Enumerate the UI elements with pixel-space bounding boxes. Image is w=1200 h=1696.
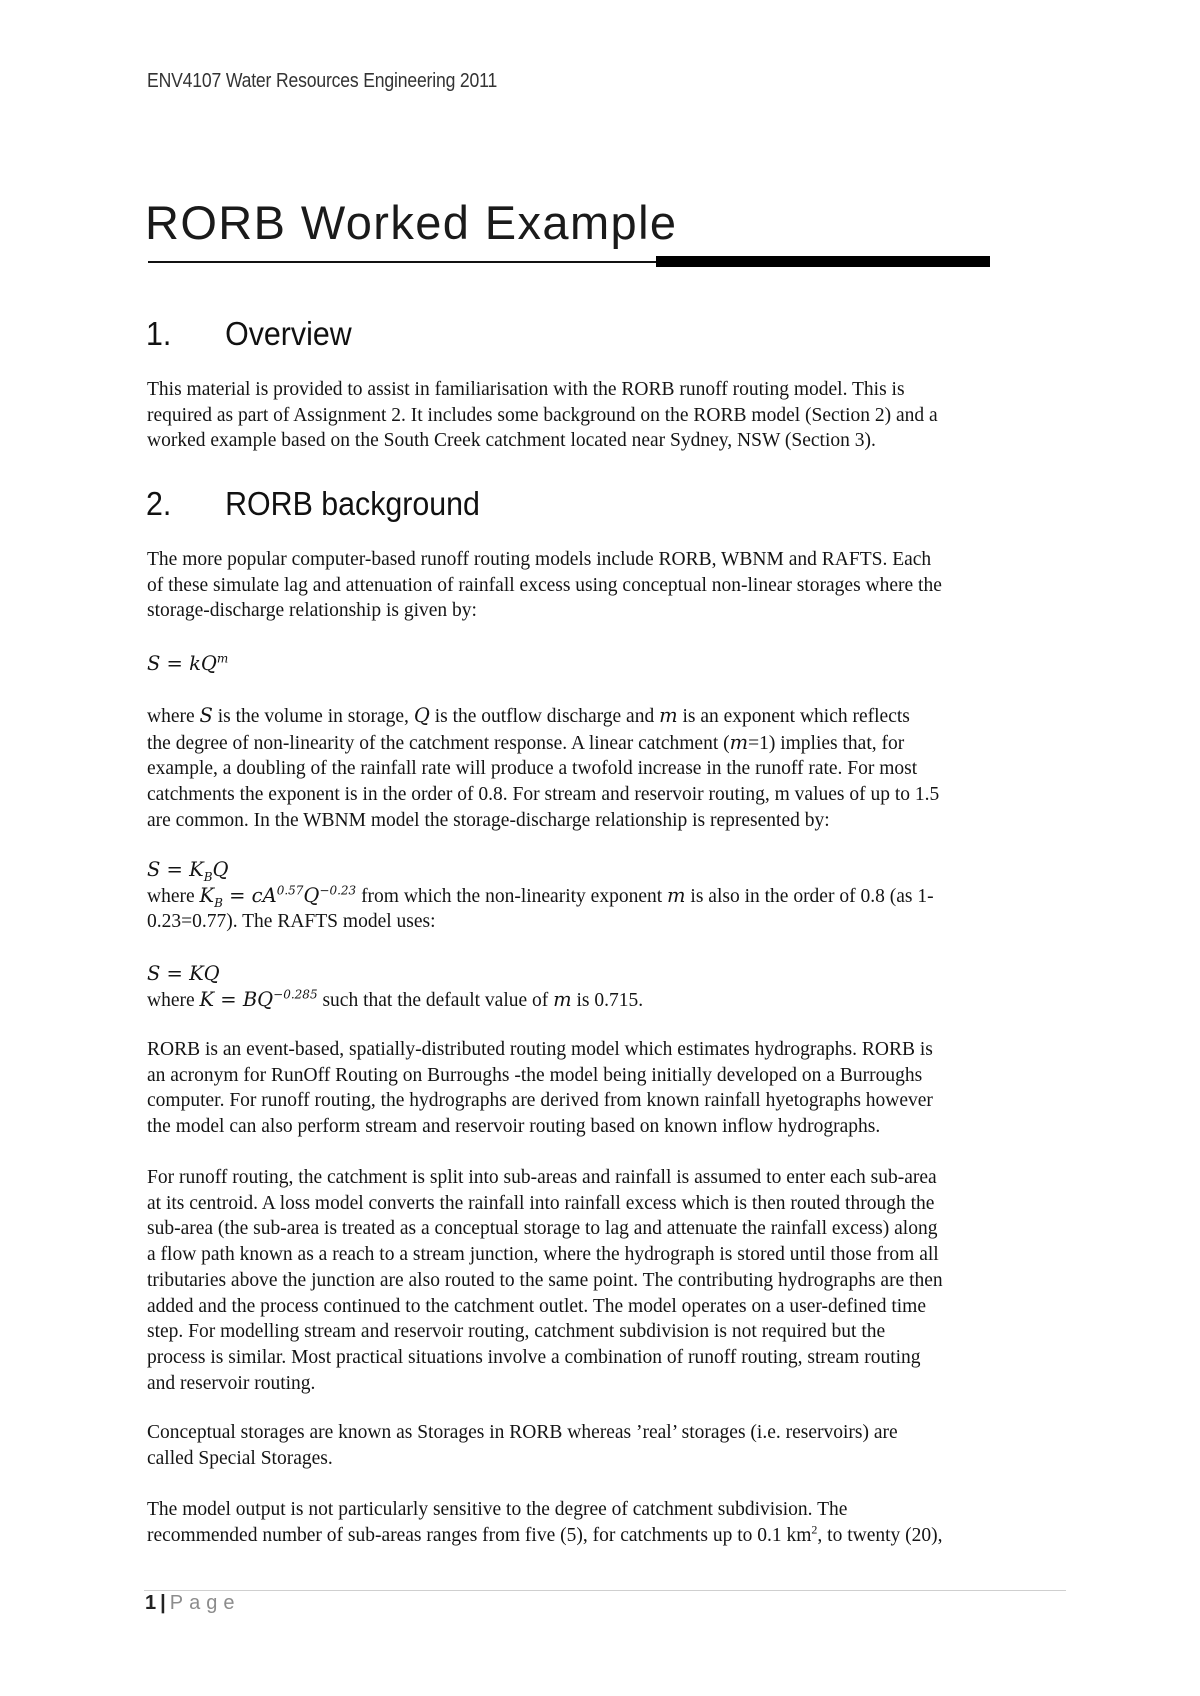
equation-wbnm: $S = K_BQ$ (147, 858, 229, 884)
eq-exponent: −0.23 (319, 883, 357, 898)
text-run: is the outflow discharge and (429, 706, 660, 727)
text-line: storage-discharge relationship is given by: (147, 600, 477, 622)
section-heading-overview (146, 315, 352, 353)
text-line (147, 1523, 1067, 1549)
rorb-event-paragraph (147, 1037, 1067, 1140)
storages-paragraph (147, 1420, 1067, 1471)
eq-symbol: K (199, 883, 215, 907)
text-line (147, 987, 1067, 1014)
text-line: called Special Storages. (147, 1447, 333, 1469)
text-line: a flow path known as a reach to a stream junction, where the hydrograph is stored until those from all (147, 1244, 939, 1266)
eq-symbol: m (667, 883, 686, 907)
text-line: are common. In the WBNM model the storage-discharge relationship is represented by: (147, 809, 830, 831)
title-underline-thick (656, 256, 990, 267)
text-run: recommended number of sub-areas ranges from five (5), for catchments up to 0.1 km (147, 1524, 812, 1546)
text-line: the model can also perform stream and reservoir routing based on known inflow hydrographs. (147, 1116, 881, 1138)
eq-symbol: m (659, 704, 678, 727)
superscript: 2 (811, 1522, 818, 1537)
text-line: The more popular computer-based runoff routing models include RORB, WBNM and RAFTS. Each (147, 549, 932, 570)
text-run: =1) implies that, for (748, 732, 905, 754)
text-line: Conceptual storages are known as Storages in RORB whereas ’real’ storages (i.e. reservoirs) are (147, 1422, 898, 1443)
text-line (147, 883, 1067, 910)
eq-symbol: kQ (189, 652, 217, 675)
text-line: computer. For runoff routing, the hydrographs are derived from known rainfall hyetographs however (147, 1090, 933, 1112)
page-number: 1 (145, 1592, 157, 1614)
text-run: is the volume in storage, (212, 706, 414, 727)
text-line: required as part of Assignment 2. It includes some background on the RORB model (Section 2) and a (147, 404, 938, 426)
section-title: RORB background (225, 485, 480, 522)
eq-exponent: 0.57 (276, 883, 304, 898)
footer-divider (144, 1590, 1066, 1591)
equation-storage-discharge: $S = kQ^m$ (147, 651, 229, 675)
eq-symbol: Q (212, 858, 229, 881)
eq-symbol: S (147, 858, 161, 881)
eq-symbol: m (729, 730, 749, 754)
eq-symbol: S (199, 704, 213, 727)
eq-symbol: m (553, 987, 572, 1011)
page-footer (145, 1592, 240, 1615)
eq-operator: = (214, 987, 243, 1011)
runoff-routing-paragraph (147, 1165, 1067, 1396)
eq-symbol: Q (303, 883, 320, 907)
eq-symbol: K (199, 987, 215, 1011)
text-run: the degree of non-linearity of the catchment response. A linear catchment ( (147, 732, 730, 754)
overview-paragraph (147, 377, 1067, 454)
text-line: and reservoir routing. (147, 1372, 316, 1394)
document-header: ENV4107 Water Resources Engineering 2011 (147, 70, 498, 92)
eq-symbol: BQ (242, 987, 274, 1011)
eq-exponent: −0.285 (273, 987, 318, 1002)
eq-operator: = (222, 883, 252, 907)
text-line: at its centroid. A loss model converts the rainfall into rainfall excess which is then routed through the (147, 1192, 935, 1214)
eq-subscript: B (214, 895, 223, 910)
title-underline-thin (148, 261, 658, 263)
text-run: such that the default value of (317, 989, 554, 1011)
text-run: is also in the order of 0.8 (as 1- (685, 885, 934, 907)
text-line: tributaries above the junction are also routed to the same point. The contributing hydrographs are then (147, 1269, 943, 1291)
eq-exponent: m (216, 651, 229, 666)
text-line: This material is provided to assist in familiarisation with the RORB runoff routing model. This is (147, 379, 905, 400)
eq-symbol: S (147, 652, 161, 675)
eq-symbol: cA (251, 883, 277, 907)
section-number: 2. (146, 485, 172, 522)
subdivision-paragraph (147, 1497, 1067, 1548)
text-run: , to twenty (20), (817, 1524, 943, 1546)
text-line: For runoff routing, the catchment is split into sub-areas and rainfall is assumed to enter each sub-area (147, 1167, 937, 1188)
text-run: where (147, 989, 200, 1011)
page-title: RORB Worked Example (145, 196, 678, 249)
background-intro-paragraph (147, 547, 1067, 624)
text-line: example, a doubling of the rainfall rate will produce a twofold increase in the runoff rate. For most (147, 758, 918, 780)
section-heading-background (146, 485, 480, 523)
section-number: 1. (146, 315, 172, 352)
text-line: worked example based on the South Creek catchment located near Sydney, NSW (Section 3). (147, 430, 876, 452)
text-line (147, 730, 1067, 757)
text-line: sub-area (the sub-area is treated as a conceptual storage to lag and attenuate the rainfall excess) along (147, 1218, 938, 1240)
where-paragraph-1 (147, 703, 1067, 834)
footer-separator: | (160, 1592, 166, 1614)
text-line: The model output is not particularly sensitive to the degree of catchment subdivision. The (147, 1499, 848, 1520)
text-line: an acronym for RunOff Routing on Burroughs -the model being initially developed on a Burroughs (147, 1064, 923, 1086)
text-line: process is similar. Most practical situations involve a combination of runoff routing, stream routing (147, 1346, 921, 1368)
eq-symbol: KQ (189, 962, 220, 985)
wbnm-equation-block (147, 857, 1067, 935)
text-run: where (147, 885, 200, 907)
equation-rafts: S = KQ (147, 962, 220, 985)
text-run: from which the non-linearity exponent (356, 885, 668, 907)
text-run: is 0.715. (571, 989, 644, 1011)
text-run: where (147, 706, 200, 727)
text-line: step. For modelling stream and reservoir routing, catchment subdivision is not required but the (147, 1321, 886, 1343)
rafts-equation-block (147, 961, 1067, 1013)
text-line: 0.23=0.77). The RAFTS model uses: (147, 911, 436, 933)
text-line (147, 703, 1067, 730)
text-run: is an exponent which reflects (677, 706, 910, 727)
text-line: added and the process continued to the catchment outlet. The model operates on a user-defined time (147, 1295, 926, 1317)
eq-symbol: S (147, 962, 161, 985)
eq-symbol: K (189, 858, 204, 881)
eq-subscript: B (203, 869, 213, 884)
text-line: of these simulate lag and attenuation of rainfall excess using conceptual non-linear storages where the (147, 574, 942, 596)
text-line: catchments the exponent is in the order of 0.8. For stream and reservoir routing, m values of up to 1.5 (147, 784, 940, 806)
section-title: Overview (225, 315, 352, 352)
eq-symbol: Q (413, 704, 430, 727)
page-label: Page (169, 1592, 241, 1614)
text-line: RORB is an event-based, spatially-distributed routing model which estimates hydrographs. RORB is (147, 1039, 933, 1060)
